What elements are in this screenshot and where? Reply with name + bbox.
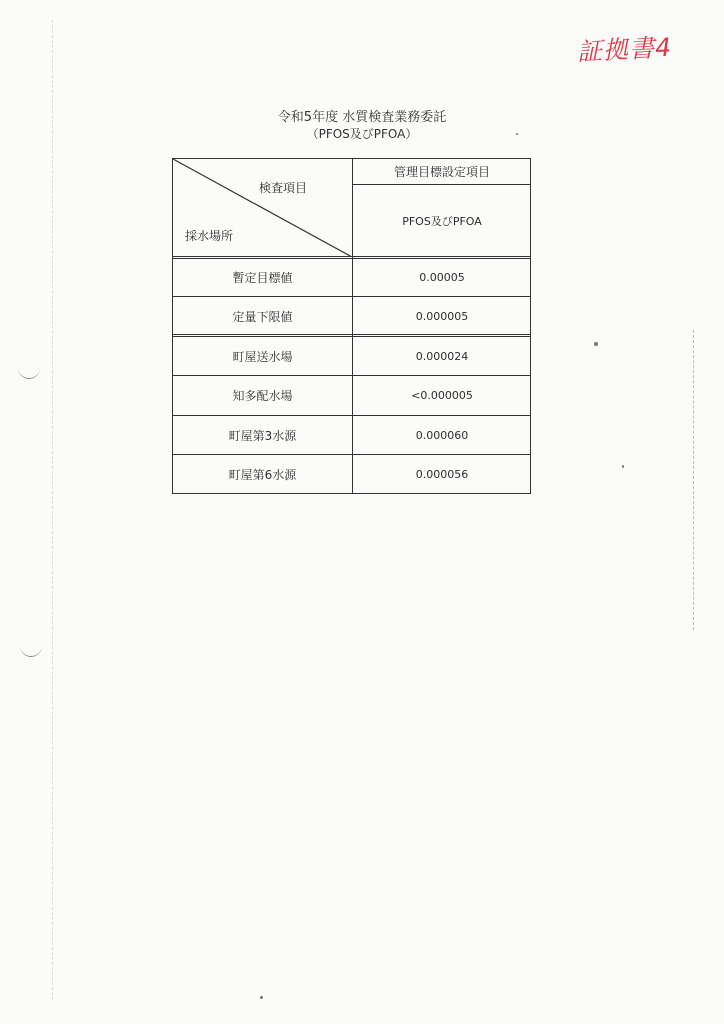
row-value: 0.000056	[415, 467, 469, 481]
row-label: 知多配水場	[232, 388, 293, 403]
evidence-handwritten-label: 証拠書4	[576, 32, 673, 67]
scan-edge-left	[52, 20, 54, 1000]
row-label: 暫定目標値	[232, 271, 293, 285]
row-label: 町屋第3水源	[228, 428, 297, 443]
scan-speck	[260, 996, 263, 999]
row-label: 町屋第6水源	[228, 467, 297, 482]
scan-speck	[622, 465, 624, 468]
row-label: 定量下限値	[232, 309, 293, 324]
row-label: 町屋送水場	[232, 350, 293, 364]
title-line-1: 令和5年度 水質検査業務委託	[277, 110, 447, 125]
results-table	[172, 158, 531, 494]
title-line-2: （PFOS及びPFOA）	[306, 127, 418, 141]
scan-speck	[594, 342, 598, 346]
row-value: 0.000024	[415, 350, 469, 363]
header-row-label: 検査項目	[259, 181, 308, 195]
row-value: 0.000005	[415, 309, 469, 323]
punch-hole-mark	[20, 640, 42, 657]
section-divider	[173, 334, 530, 337]
punch-hole-mark	[18, 362, 40, 379]
row-value: 0.00005	[419, 271, 465, 284]
row-value: 0.000060	[415, 428, 469, 442]
document-title	[0, 110, 724, 142]
header-col-label: 採水場所	[185, 229, 234, 243]
scan-edge-right	[693, 330, 696, 630]
row-value: <0.000005	[411, 388, 473, 402]
header-group: 管理目標設定項目	[393, 165, 490, 179]
header-item: PFOS及びPFOA	[402, 214, 482, 228]
